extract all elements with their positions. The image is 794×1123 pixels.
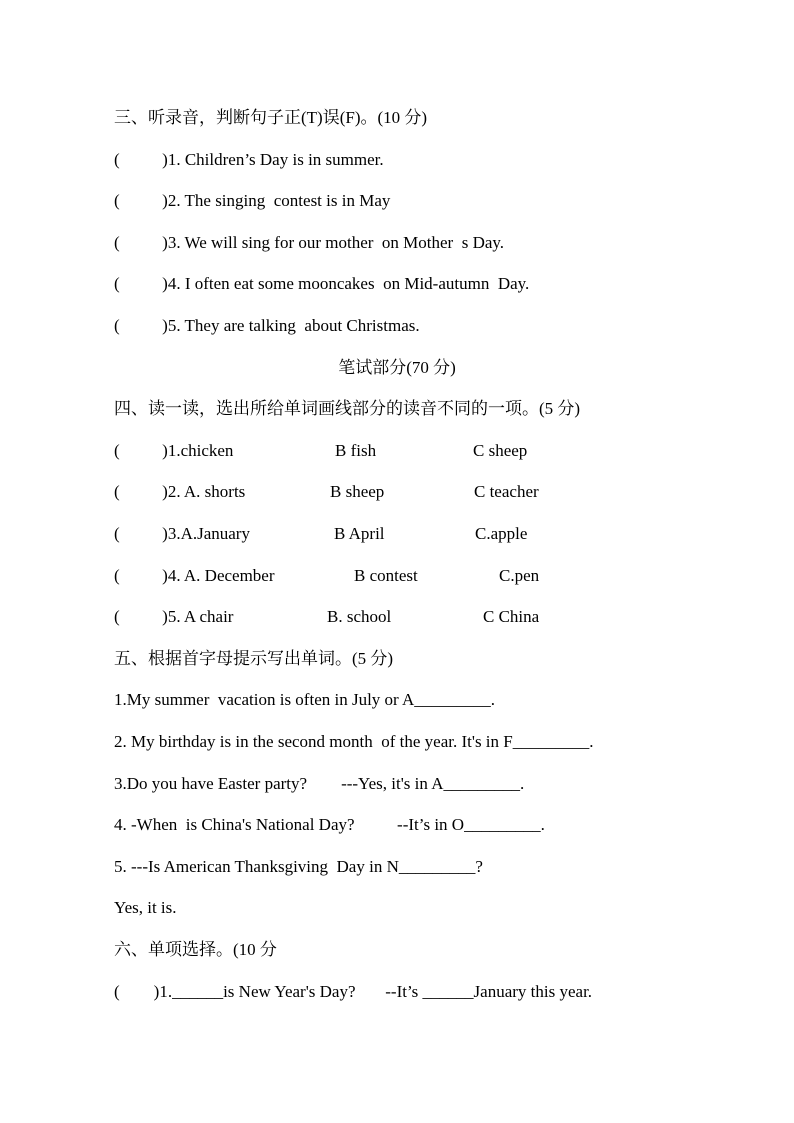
section-4-row-5-b: B. school xyxy=(327,607,392,626)
section-4-row-4-b: B contest xyxy=(354,566,418,585)
section-4-row-3-b: B April xyxy=(334,524,385,543)
section-3-item-5: ( )5. They are talking about Christmas. xyxy=(114,316,420,335)
section-3-item-1: ( )1. Children’s Day is in summer. xyxy=(114,150,384,169)
section-4-row-3-c: C.apple xyxy=(475,524,528,543)
section-4-row-2-c: C teacher xyxy=(474,482,539,501)
section-5-item-5: 5. ---Is American Thanksgiving Day in N_________? xyxy=(114,857,483,876)
section-4-row-4-c: C.pen xyxy=(499,566,540,585)
section-4-row-3-a: ( )3.A.January xyxy=(114,524,250,543)
section-6-heading: 六、单项选择。(10 分 xyxy=(114,940,277,959)
section-4-row-4-a: ( )4. A. December xyxy=(114,566,275,585)
section-4-row-5-a: ( )5. A chair xyxy=(114,607,234,626)
section-3-item-4: ( )4. I often eat some mooncakes on Mid-autumn Day. xyxy=(114,274,530,293)
section-4-row-2-b: B sheep xyxy=(330,482,385,501)
section-4-heading: 四、读一读，选出所给单词画线部分的读音不同的一项。(5 分) xyxy=(114,399,581,418)
section-4-row-1-b: B fish xyxy=(335,441,377,460)
section-3-item-3: ( )3. We will sing for our mother on Mother s Day. xyxy=(114,233,505,252)
section-4-row-1-c: C sheep xyxy=(473,441,528,460)
section-5-item-4: 4. -When is China's National Day? --It’s in O_________. xyxy=(114,815,545,834)
section-4-row-5-c: C China xyxy=(483,607,540,626)
section-4-row-2-a: ( )2. A. shorts xyxy=(114,482,246,501)
written-part-title: 笔试部分(70 分) xyxy=(338,358,456,377)
section-4-row-1-a: ( )1.chicken xyxy=(114,441,234,460)
section-5-item-3: 3.Do you have Easter party? ---Yes, it's in A_________. xyxy=(114,774,525,793)
section-6-item-1: ( )1.______is New Year's Day? --It’s ______January this year. xyxy=(114,982,593,1001)
section-5-item-1: 1.My summer vacation is often in July or A_________. xyxy=(114,690,496,709)
section-3-item-2: ( )2. The singing contest is in May xyxy=(114,191,391,210)
section-5-item-5-answer: Yes, it is. xyxy=(114,898,177,917)
section-5-heading: 五、根据首字母提示写出单词。(5 分) xyxy=(114,649,394,668)
section-5-item-2: 2. My birthday is in the second month of the year. It's in F_________. xyxy=(114,732,594,751)
section-3-heading: 三、听录音，判断句子正(T)误(F)。(10 分) xyxy=(114,108,428,127)
